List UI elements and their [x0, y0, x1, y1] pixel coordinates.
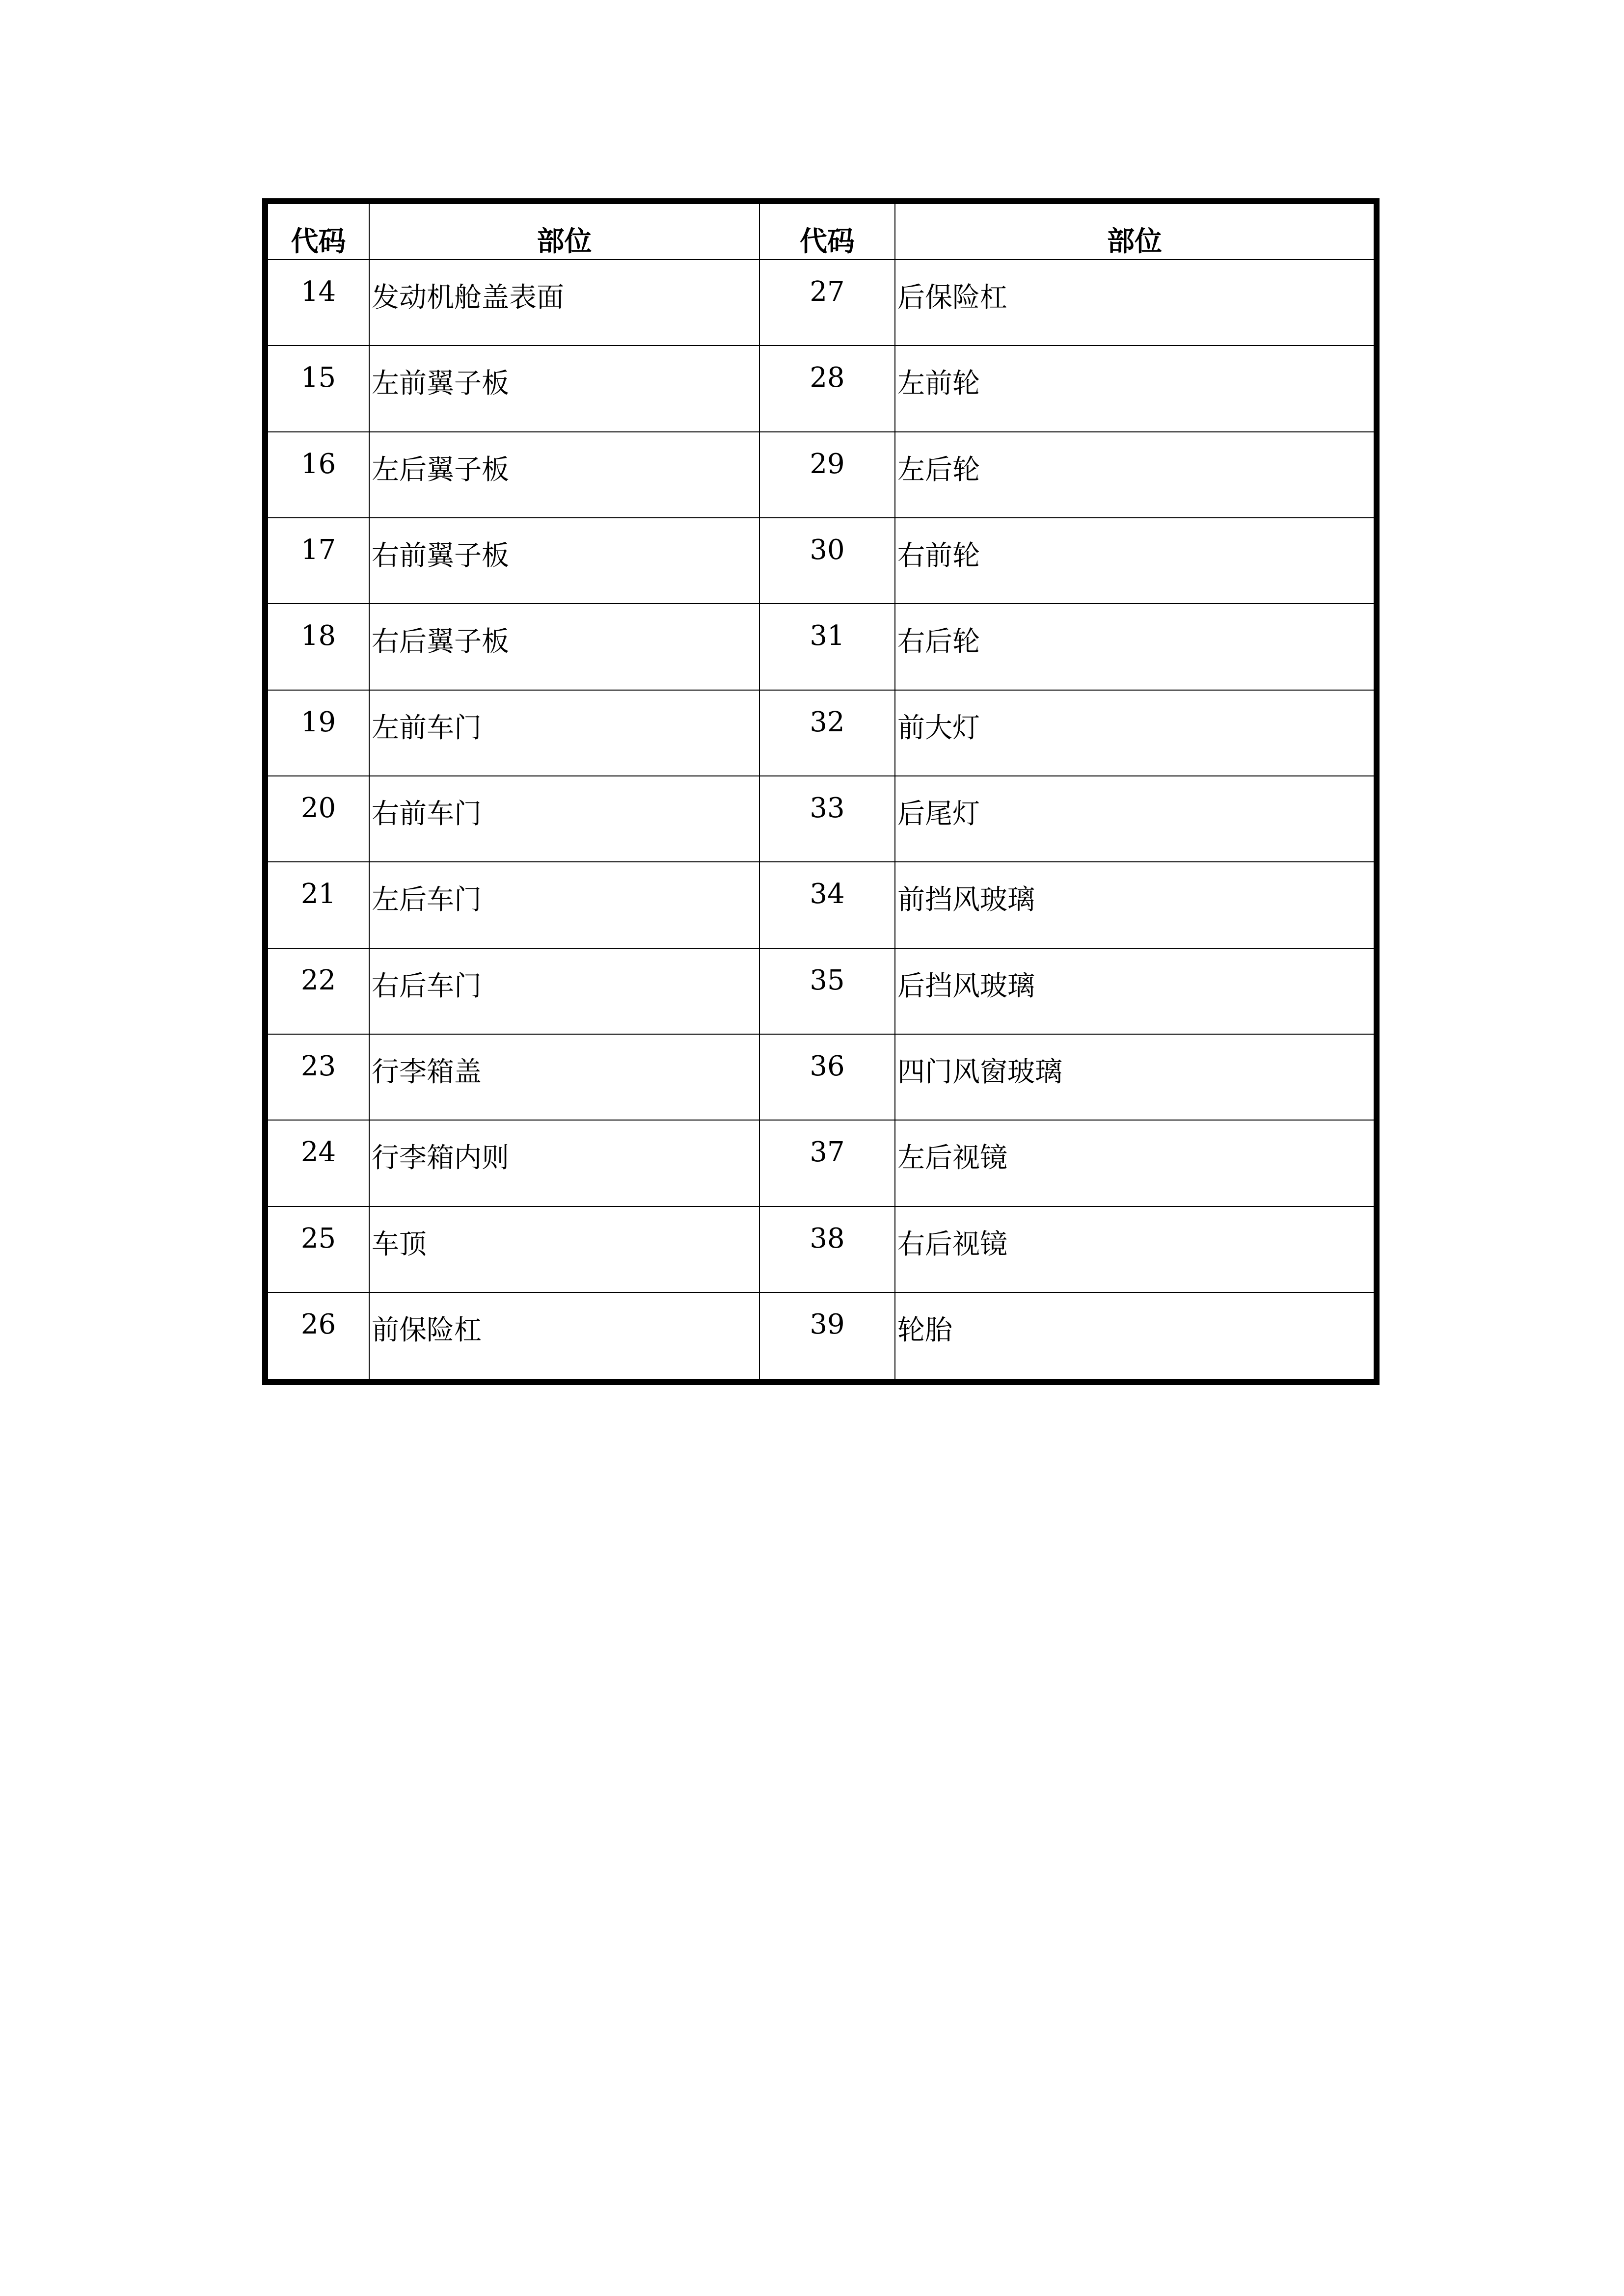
code-cell: 35 — [759, 948, 895, 1034]
part-cell: 左前车门 — [369, 690, 759, 776]
code-cell: 34 — [759, 862, 895, 948]
code-cell: 23 — [265, 1034, 369, 1120]
code-cell: 25 — [265, 1206, 369, 1292]
code-cell: 28 — [759, 346, 895, 431]
header-code-right: 代码 — [759, 201, 895, 260]
part-cell: 行李箱盖 — [369, 1034, 759, 1120]
table-row — [265, 948, 1377, 1034]
code-cell: 29 — [759, 432, 895, 518]
part-cell: 右前轮 — [895, 518, 1377, 604]
code-cell: 38 — [759, 1206, 895, 1292]
code-cell: 32 — [759, 690, 895, 776]
part-cell: 四门风窗玻璃 — [895, 1034, 1377, 1120]
part-cell: 左后视镜 — [895, 1120, 1377, 1206]
table-row — [265, 518, 1377, 604]
table-row — [265, 862, 1377, 948]
part-cell: 右前翼子板 — [369, 518, 759, 604]
part-cell: 左后翼子板 — [369, 432, 759, 518]
part-cell: 行李箱内则 — [369, 1120, 759, 1206]
code-cell: 19 — [265, 690, 369, 776]
table-row — [265, 1034, 1377, 1120]
header-code-left: 代码 — [265, 201, 369, 260]
table-row — [265, 776, 1377, 862]
code-cell: 14 — [265, 260, 369, 346]
part-cell: 左前翼子板 — [369, 346, 759, 431]
code-cell: 15 — [265, 346, 369, 431]
part-cell: 发动机舱盖表面 — [369, 260, 759, 346]
code-cell: 30 — [759, 518, 895, 604]
table-row — [265, 1292, 1377, 1382]
part-cell: 右后车门 — [369, 948, 759, 1034]
part-cell: 前保险杠 — [369, 1292, 759, 1382]
code-cell: 21 — [265, 862, 369, 948]
part-cell: 左前轮 — [895, 346, 1377, 431]
header-part-left: 部位 — [369, 201, 759, 260]
code-cell: 26 — [265, 1292, 369, 1382]
table-row — [265, 1206, 1377, 1292]
part-cell: 后挡风玻璃 — [895, 948, 1377, 1034]
code-cell: 20 — [265, 776, 369, 862]
parts-code-table — [262, 198, 1380, 1385]
part-cell: 车顶 — [369, 1206, 759, 1292]
part-cell: 右前车门 — [369, 776, 759, 862]
part-cell: 前挡风玻璃 — [895, 862, 1377, 948]
part-cell: 后保险杠 — [895, 260, 1377, 346]
part-cell: 左后车门 — [369, 862, 759, 948]
code-cell: 22 — [265, 948, 369, 1034]
code-cell: 37 — [759, 1120, 895, 1206]
table-row — [265, 260, 1377, 346]
code-cell: 33 — [759, 776, 895, 862]
part-cell: 前大灯 — [895, 690, 1377, 776]
code-cell: 36 — [759, 1034, 895, 1120]
table-row — [265, 346, 1377, 431]
table-row — [265, 1120, 1377, 1206]
part-cell: 轮胎 — [895, 1292, 1377, 1382]
code-cell: 27 — [759, 260, 895, 346]
code-cell: 39 — [759, 1292, 895, 1382]
table-header-row — [265, 201, 1377, 260]
header-part-right: 部位 — [895, 201, 1377, 260]
part-cell: 后尾灯 — [895, 776, 1377, 862]
part-cell: 右后翼子板 — [369, 604, 759, 690]
table-row — [265, 690, 1377, 776]
code-cell: 16 — [265, 432, 369, 518]
part-cell: 右后视镜 — [895, 1206, 1377, 1292]
part-cell: 左后轮 — [895, 432, 1377, 518]
code-cell: 31 — [759, 604, 895, 690]
code-cell: 24 — [265, 1120, 369, 1206]
code-cell: 17 — [265, 518, 369, 604]
table-row — [265, 432, 1377, 518]
code-cell: 18 — [265, 604, 369, 690]
part-cell: 右后轮 — [895, 604, 1377, 690]
table-row — [265, 604, 1377, 690]
